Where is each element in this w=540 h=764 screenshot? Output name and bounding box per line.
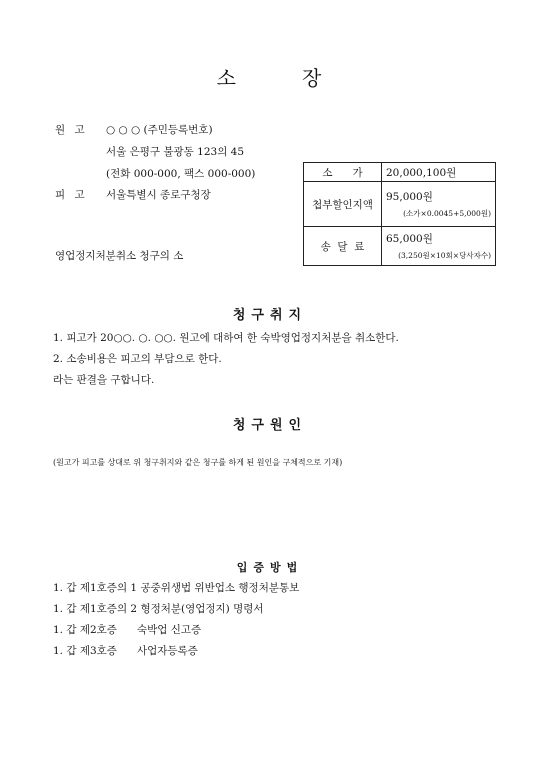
fee-value bbox=[382, 163, 496, 182]
case-name: 영업정지처분취소 청구의 소 bbox=[55, 250, 184, 262]
fee-value bbox=[382, 182, 496, 227]
document-title bbox=[0, 62, 540, 91]
claim-purpose-heading: 청구취지 bbox=[232, 308, 308, 323]
fee-note: (소가×0.0045+5,000원) bbox=[403, 209, 491, 218]
evidence-item: 1. 갑 제1호증의 1 공중위생법 위반업소 행정처분통보 bbox=[53, 582, 300, 594]
evidence-item: 1. 갑 제2호증 숙박업 신고증 bbox=[53, 624, 202, 636]
fee-note: (3,250원×10회×당사자수) bbox=[398, 251, 491, 260]
fee-row-claim-amount bbox=[304, 163, 496, 182]
fee-value bbox=[382, 227, 496, 266]
defendant-name: 서울특별시 종로구청장 bbox=[106, 189, 211, 201]
fee-label: 송 달 료 bbox=[304, 227, 382, 266]
plaintiff-name: ○ ○ ○ (주민등록번호) bbox=[106, 124, 213, 136]
evidence-item: 1. 갑 제3호증 사업자등록증 bbox=[53, 645, 198, 657]
claim-purpose-item: 라는 판결을 구합니다. bbox=[53, 374, 155, 386]
fee-row-stamp bbox=[304, 182, 496, 227]
claim-purpose-item: 1. 피고가 20○○. ○. ○○. 원고에 대하여 한 숙박영업정지처분을 취소한다. bbox=[53, 332, 399, 344]
evidence-heading: 입증방법 bbox=[236, 561, 304, 574]
fee-label: 첩부할인지액 bbox=[304, 182, 382, 227]
fee-amount: 20,000,100원 bbox=[386, 166, 457, 179]
plaintiff-label: 원 고 bbox=[55, 124, 88, 136]
fee-amount: 95,000원 bbox=[386, 191, 433, 203]
plaintiff-address: 서울 은평구 불광동 123의 45 bbox=[106, 146, 245, 158]
claim-purpose-item: 2. 소송비용은 피고의 부담으로 한다. bbox=[53, 353, 222, 365]
claim-cause-note: (원고가 피고를 상대로 위 청구취지와 같은 청구를 하게 된 원인을 구체적으로 기재) bbox=[53, 458, 343, 467]
evidence-item: 1. 갑 제1호증의 2 형정처분(영업정지) 명령서 bbox=[53, 603, 264, 615]
fee-table bbox=[303, 162, 496, 266]
fee-label: 소 가 bbox=[304, 163, 382, 182]
title-right-char: 장 bbox=[302, 66, 324, 90]
claim-cause-heading: 청구원인 bbox=[232, 418, 308, 433]
plaintiff-contact: (전화 000-000, 팩스 000-000) bbox=[106, 168, 256, 180]
defendant-label: 피 고 bbox=[55, 189, 88, 201]
fee-amount: 65,000원 bbox=[386, 233, 433, 245]
title-left-char: 소 bbox=[216, 66, 238, 90]
fee-row-service bbox=[304, 227, 496, 266]
